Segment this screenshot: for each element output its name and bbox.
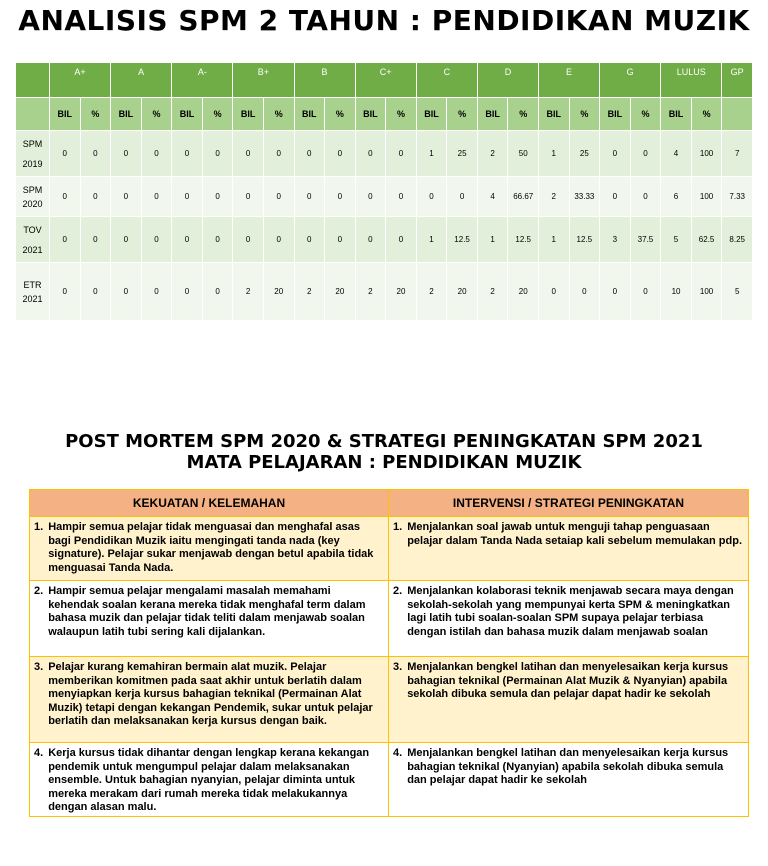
grade-cell: 33.33 [569,177,600,217]
grade-cell: 0 [111,177,142,217]
grade-cell: 7.33 [722,177,753,217]
grade-header: E [539,63,600,98]
post-mortem-table [29,489,749,817]
strategy-item [389,743,749,817]
grade-cell: 2 [477,131,508,177]
grade-cell: 0 [202,131,233,177]
grade-cell: 7 [722,131,753,177]
grade-cell: 12.5 [447,217,478,263]
grade-cell: 0 [141,177,172,217]
grade-cell: 0 [263,217,294,263]
grade-cell: 1 [477,217,508,263]
grade-cell: 20 [325,263,356,321]
bil-header: BIL [539,98,570,131]
grade-header: A+ [50,63,111,98]
intervention-header: INTERVENSI / STRATEGI PENINGKATAN [389,490,749,517]
percent-header: % [447,98,478,131]
grade-row [16,217,753,263]
strategy-item [389,581,749,657]
item-number: 3. [393,661,403,673]
grade-cell: 0 [202,177,233,217]
bil-header: BIL [294,98,325,131]
grade-header: GP [722,63,753,98]
percent-header: % [508,98,539,131]
grade-cell: 2 [355,263,386,321]
grade-header: B [294,63,355,98]
bil-header: BIL [50,98,81,131]
grade-cell: 100 [691,131,722,177]
strategy-item [389,517,749,581]
grade-cell: 0 [294,131,325,177]
row-label-line2: 2019 [22,158,43,169]
bil-header: BIL [172,98,203,131]
grade-cell: 10 [661,263,692,321]
post-mortem-row [30,743,749,817]
grade-header: C+ [355,63,416,98]
corner-cell [16,98,50,131]
grade-cell: 0 [355,177,386,217]
grade-cell: 66.67 [508,177,539,217]
page-title: ANALISIS SPM 2 TAHUN : PENDIDIKAN MUZIK [18,6,750,37]
grade-header-row [16,63,753,98]
weakness-item [30,517,389,581]
grade-cell: 8.25 [722,217,753,263]
grade-cell: 4 [661,131,692,177]
grade-cell: 0 [263,131,294,177]
grade-cell: 1 [416,217,447,263]
grade-cell: 0 [172,217,203,263]
grade-cell: 1 [416,131,447,177]
grade-cell: 25 [569,131,600,177]
item-number: 3. [34,661,44,673]
item-number: 2. [393,585,403,597]
bil-header: BIL [477,98,508,131]
grade-cell: 0 [294,217,325,263]
row-label [16,263,50,321]
bil-header: BIL [661,98,692,131]
row-label [16,131,50,177]
corner-cell [16,63,50,98]
grade-cell: 0 [325,217,356,263]
item-text: Menjalankan kolaborasi teknik menjawab secara maya dengan sekolah-sekolah yang mempunyai kerta SPM & meningkatkan lagi latih tubi soalan-soalan SPM supaya pelajar terbiasa dengan istilah dan bahasa muzik dalam menjawab soalan [407,585,734,638]
grade-header: LULUS [661,63,722,98]
percent-header: % [263,98,294,131]
post-mortem-title [60,431,708,489]
grade-cell: 6 [661,177,692,217]
grade-cell: 0 [172,177,203,217]
grade-cell: 0 [233,177,264,217]
grade-cell: 0 [600,131,631,177]
grade-cell: 0 [202,263,233,321]
row-label-line2: 2021 [22,293,43,304]
grade-cell: 50 [508,131,539,177]
grade-cell: 1 [539,217,570,263]
row-label-line2: 2021 [22,244,43,255]
grade-cell: 0 [569,263,600,321]
grade-cell: 0 [630,131,661,177]
grade-cell: 0 [355,131,386,177]
weakness-item [30,657,389,743]
grade-cell: 0 [111,263,142,321]
grade-cell: 0 [325,131,356,177]
item-number: 4. [393,747,403,759]
grade-header: B+ [233,63,294,98]
item-text: Hampir semua pelajar mengalami masalah memahami kehendak soalan kerana mereka tidak menghafal term dalam bahasa muzik dan pelajar tidak teliti dalam menjawab soalan walaupun latih tubi sering kali dijalankan. [48,585,366,638]
item-text: Pelajar kurang kemahiran bermain alat muzik. Pelajar memberikan komitmen pada saat akhir untuk berlatih dalam menyiapkan kerja kursus bahagian teknikal (Permainan Alat Muzik) tetapi dengan kekangan Pendemik, sukar untuk pelajar berlatih dan melaksanakan kerja kursus dengan baik. [48,661,373,727]
row-label-line1: SPM [22,138,43,149]
row-label-line1: TOV [23,224,42,235]
grade-cell: 4 [477,177,508,217]
percent-header: % [691,98,722,131]
item-text: Kerja kursus tidak dihantar dengan lengkap kerana kekangan pendemik untuk mengumpul pelajar dalam melaksanakan ensemble. Untuk bahagian nyanyian, pelajar diminta untuk mereka merakam dari rumah mereka tidak melakukannya dengan alasan malu. [48,747,370,813]
grade-cell: 0 [539,263,570,321]
grade-cell: 0 [141,263,172,321]
grade-cell: 0 [325,177,356,217]
grade-cell: 0 [111,217,142,263]
grade-cell: 20 [508,263,539,321]
subheader-row [16,98,753,131]
item-number: 1. [34,521,44,533]
grade-cell: 2 [416,263,447,321]
grade-header: G [600,63,661,98]
grade-cell: 2 [539,177,570,217]
grade-cell: 20 [386,263,417,321]
grade-cell: 37.5 [630,217,661,263]
item-number: 4. [34,747,44,759]
item-text: Menjalankan bengkel latihan dan menyelesaikan kerja kursus bahagian teknikal (Nyanyian) apabila sekolah dibuka semula dan pelajar dapat hadir ke sekolah [407,747,729,786]
percent-header: % [569,98,600,131]
grade-cell: 0 [172,263,203,321]
grade-cell: 0 [141,217,172,263]
grade-cell: 0 [50,177,81,217]
strengths-weaknesses-header: KEKUATAN / KELEMAHAN [30,490,389,517]
grade-cell: 0 [80,177,111,217]
item-number: 1. [393,521,403,533]
grade-cell: 0 [600,177,631,217]
grade-cell: 20 [263,263,294,321]
bil-header: BIL [416,98,447,131]
grade-cell: 0 [172,131,203,177]
grade-cell: 0 [141,131,172,177]
row-label-line1: SPM [22,184,43,195]
grade-cell: 0 [80,263,111,321]
grade-cell: 2 [294,263,325,321]
grade-cell: 0 [355,217,386,263]
grade-cell: 100 [691,263,722,321]
percent-header: % [202,98,233,131]
row-label [16,217,50,263]
bil-header: BIL [355,98,386,131]
grade-analysis-table [15,62,753,321]
grade-cell: 0 [111,131,142,177]
post-mortem-row [30,657,749,743]
grade-cell: 0 [80,131,111,177]
gp-subheader-cell [722,98,753,131]
percent-header: % [386,98,417,131]
grade-cell: 0 [233,217,264,263]
grade-cell: 0 [416,177,447,217]
percent-header: % [630,98,661,131]
grade-cell: 5 [661,217,692,263]
grade-cell: 0 [80,217,111,263]
grade-row [16,263,753,321]
grade-cell: 0 [630,177,661,217]
grade-cell: 0 [233,131,264,177]
grade-cell: 0 [600,263,631,321]
weakness-item [30,581,389,657]
grade-cell: 0 [447,177,478,217]
grade-cell: 0 [386,217,417,263]
grade-cell: 2 [233,263,264,321]
grade-cell: 0 [50,263,81,321]
percent-header: % [141,98,172,131]
grade-cell: 3 [600,217,631,263]
grade-cell: 0 [50,131,81,177]
grade-cell: 0 [263,177,294,217]
bil-header: BIL [600,98,631,131]
percent-header: % [80,98,111,131]
grade-cell: 0 [630,263,661,321]
row-label [16,177,50,217]
post-mortem-row [30,517,749,581]
grade-cell: 5 [722,263,753,321]
grade-cell: 1 [539,131,570,177]
grade-cell: 2 [477,263,508,321]
row-label-line2: 2020 [22,198,43,209]
grade-cell: 0 [386,177,417,217]
item-number: 2. [34,585,44,597]
grade-cell: 100 [691,177,722,217]
grade-cell: 0 [386,131,417,177]
item-text: Menjalankan soal jawab untuk menguji tahap penguasaan pelajar dalam Tanda Nada setaiap kali sebelum memulakan pdp. [407,521,742,547]
bil-header: BIL [111,98,142,131]
item-text: Menjalankan bengkel latihan dan menyelesaikan kerja kursus bahagian teknikal (Permainan Alat Muzik & Nyanyian) apabila sekolah dibuka semula dan pelajar dapat hadir ke sekolah [407,661,729,700]
grade-header: D [477,63,538,98]
grade-cell: 0 [202,217,233,263]
grade-header: A- [172,63,233,98]
grade-cell: 12.5 [508,217,539,263]
grade-cell: 20 [447,263,478,321]
grade-cell: 0 [50,217,81,263]
grade-cell: 0 [294,177,325,217]
grade-row [16,177,753,217]
grade-cell: 62.5 [691,217,722,263]
bil-header: BIL [233,98,264,131]
percent-header: % [325,98,356,131]
grade-header: C [416,63,477,98]
item-text: Hampir semua pelajar tidak menguasai dan menghafal asas bagi Pendidikan Muzik iaitu mengingati tanda nada (key signature). Pelajar sukar menjawab dengan betul apabila tidak menguasai Tanda Nada. [48,521,374,574]
grade-cell: 12.5 [569,217,600,263]
grade-header: A [111,63,172,98]
post-mortem-title-line2: MATA PELAJARAN : PENDIDIKAN MUZIK [186,452,582,473]
weakness-item [30,743,389,817]
post-mortem-title-line1: POST MORTEM SPM 2020 & STRATEGI PENINGKATAN SPM 2021 [65,431,703,452]
grade-cell: 25 [447,131,478,177]
strategy-item [389,657,749,743]
row-label-line1: ETR [23,279,42,290]
post-mortem-row [30,581,749,657]
grade-row [16,131,753,177]
